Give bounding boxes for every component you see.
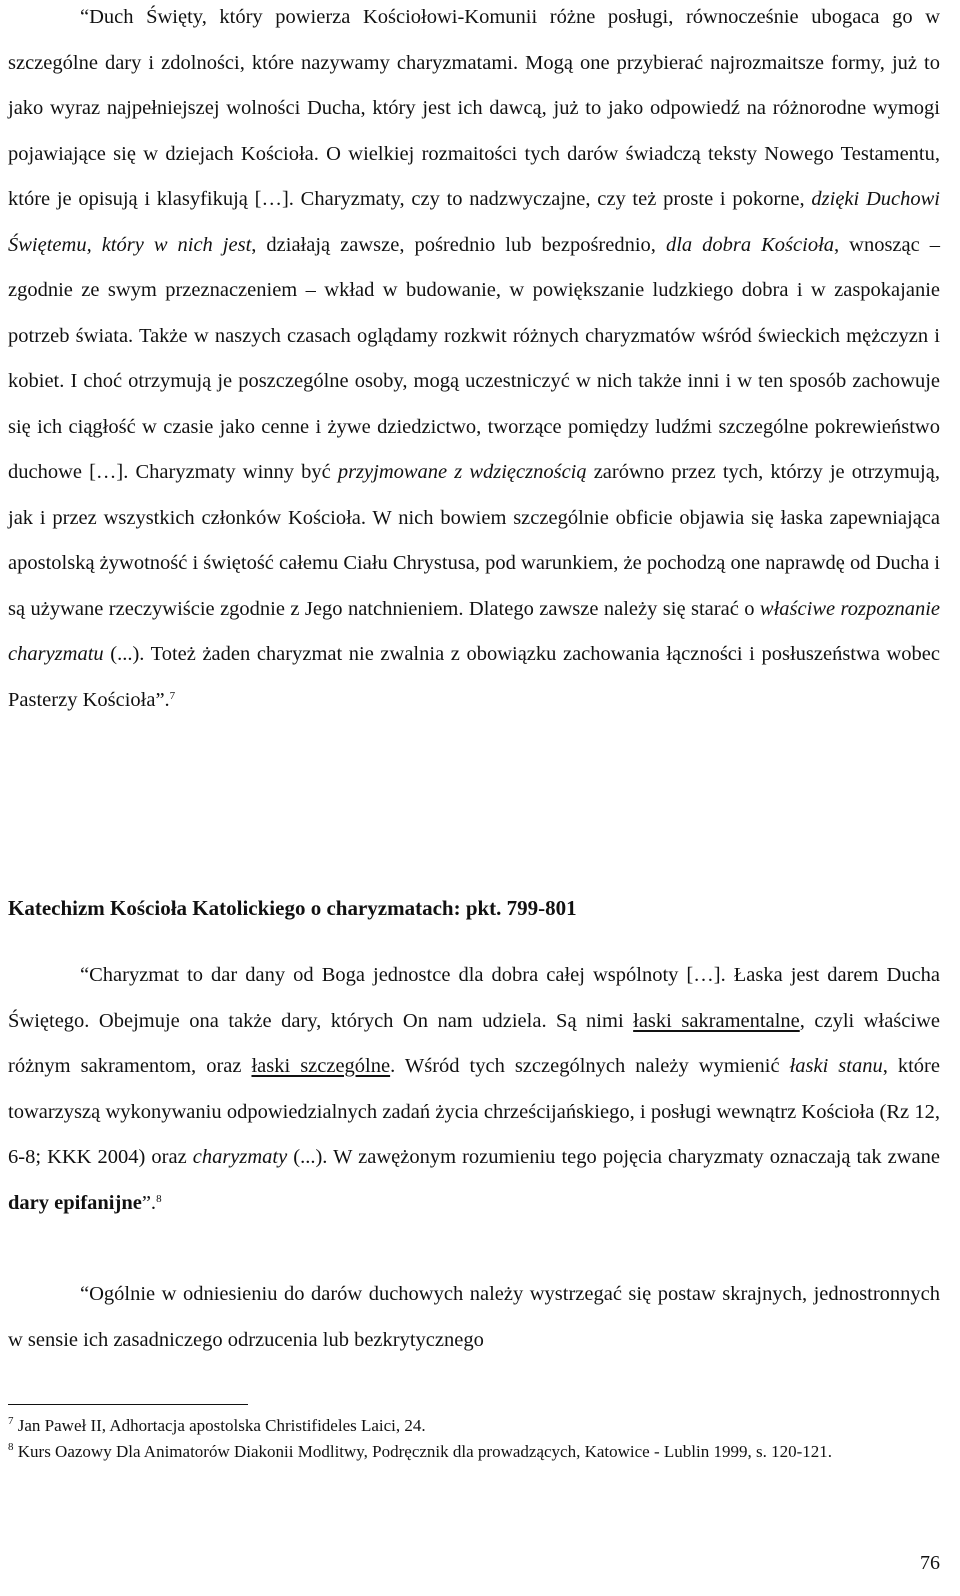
quote-paragraph-katechizm bbox=[8, 953, 940, 1226]
footnote-number: 7 bbox=[8, 1415, 14, 1427]
underlined-run: łaski sakramentalne bbox=[633, 1009, 800, 1032]
section-heading: Katechizm Kościoła Katolickiego o charyzmatach: pkt. 799-801 bbox=[8, 896, 577, 920]
footnote-number: 8 bbox=[8, 1441, 14, 1453]
footnotes bbox=[8, 1413, 940, 1465]
text-run: “Duch Święty, który powierza Kościołowi-Komunii różne posługi, równocześnie ubogaca go w szczególne dary i zdolności, które nazywamy charyzmatami. Mogą one przybierać najrozmaitsze formy, już to jako wyraz najpełniejszej wolności Ducha, który jest ich dawcą, już to jako odpowiedź na różnorodne wymogi pojawiające się w dziejach Kościoła. O wielkiej rozmaitości tych darów świadczą teksty Nowego Testamentu, które je opisują i klasyfikują […]. Charyzmaty, czy to nadzwyczajne, czy też proste i pokorne, bbox=[8, 6, 940, 210]
text-run: (...). W zawężonym rozumieniu tego pojęcia charyzmaty oznaczają tak zwane bbox=[287, 1146, 940, 1168]
footnote-text: Kurs Oazowy Dla Animatorów Diakonii Modlitwy, Podręcznik dla prowadzących, Katowice - Lublin 1999, s. 120-121. bbox=[13, 1442, 832, 1461]
text-run: , czyli właściwe różnym sakramentom, oraz bbox=[8, 1009, 940, 1077]
italic-run: przyjmowane z wdzięcznością bbox=[337, 461, 587, 483]
footnote-ref-8: 8 bbox=[156, 1192, 162, 1205]
italic-run: charyzmaty bbox=[192, 1146, 288, 1168]
bold-run: dary epifanijne bbox=[8, 1191, 142, 1214]
text-run: , które towarzyszą wykonywaniu odpowiedzialnych zadań życia chrześcijańskiego, i posługi wewnątrz Kościoła (Rz 12, 6-8; KKK 2004) oraz bbox=[8, 1055, 940, 1168]
text-run: . Wśród tych szczególnych należy wymienić bbox=[390, 1055, 790, 1077]
footnote-7 bbox=[8, 1413, 940, 1439]
footnote-separator bbox=[8, 1404, 248, 1405]
text-run: , wnosząc – zgodnie ze swym przeznaczeniem – wkład w budowanie, w powiększanie ludzkiego dobra i w zaspokajanie potrzeb świata. Także w naszych czasach oglądamy rozkwit różnych charyzmatów wśród świeckich mężczyzn i kobiet. I choć otrzymują je poszczególne osoby, mogą uczestniczyć w nich także inni i w ten sposób zachowuje się ich ciągłość w czasie jako cenne i żywe dziedzictwo, tworzące pomiędzy ludźmi szczególne pokrewieństwo duchowe […]. Charyzmaty winny być bbox=[8, 233, 940, 483]
footnote-ref-7: 7 bbox=[169, 689, 176, 702]
footnote-8 bbox=[8, 1439, 940, 1465]
text-run: “Ogólnie w odniesieniu do darów duchowych należy wystrzegać się postaw skrajnych, jednostronnych w sensie ich zasadniczego odrzucenia lub bezkrytycznego bbox=[8, 1283, 940, 1351]
underlined-run: łaski szczególne bbox=[251, 1055, 391, 1077]
quote-paragraph-christifideles bbox=[8, 0, 940, 723]
page-number: 76 bbox=[920, 1552, 940, 1574]
text-run: (...). Toteż żaden charyzmat nie zwalnia z obowiązku zachowania łączności i posłuszeństwa wobec Pasterzy Kościoła”. bbox=[8, 643, 940, 711]
text-run: , działają zawsze, pośrednio lub bezpośrednio, bbox=[251, 233, 666, 256]
footnote-text: Jan Paweł II, Adhortacja apostolska Christifideles Laici, 24. bbox=[13, 1416, 426, 1435]
italic-run: dla dobra Kościoła bbox=[665, 233, 835, 256]
italic-run: dzięki Duchowi Świętemu, który w nich jest bbox=[8, 188, 940, 256]
italic-run: właściwe rozpoznanie charyzmatu bbox=[8, 597, 940, 665]
text-run: “Charyzmat to dar dany od Boga jednostce dla dobra całej wspólnoty […]. Łaska jest darem Ducha Świętego. Obejmuje ona także dary, których On nam udziela. Są nimi bbox=[8, 964, 940, 1032]
quote-paragraph-ogolnie bbox=[8, 1272, 940, 1363]
italic-run: łaski stanu bbox=[789, 1055, 883, 1077]
text-run: ”. bbox=[141, 1191, 157, 1214]
text-run: zarówno przez tych, którzy je otrzymują, jak i przez wszystkich członków Kościoła. W nich bowiem szczególnie obficie objawia się łaska zapewniająca apostolską żywotność i świętość całemu Ciału Chrystusa, pod warunkiem, że pochodzą one naprawdę od Ducha i są używane rzeczywiście zgodnie z Jego natchnieniem. Dlatego zawsze należy się starać o bbox=[8, 461, 940, 620]
